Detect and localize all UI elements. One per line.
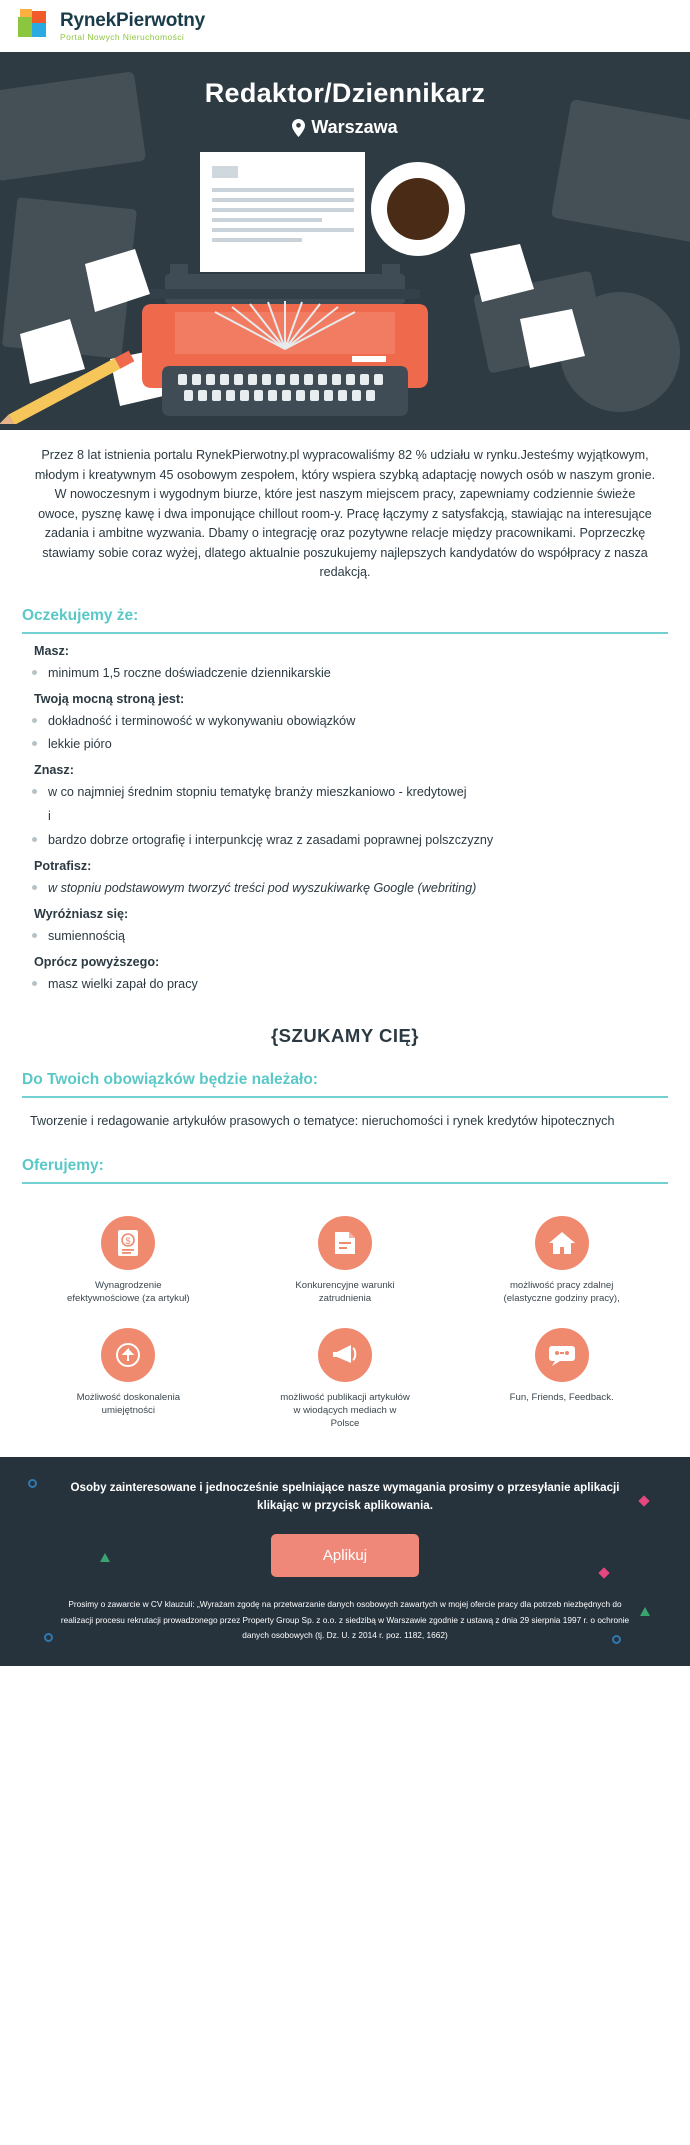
list-item: minimum 1,5 roczne doświadczenie dziennikarskie <box>30 664 664 683</box>
megaphone-icon <box>318 1328 372 1382</box>
shout-banner: {SZUKAMY CIĘ} <box>270 1024 419 1046</box>
footer-fine-print: Prosimy o zawarcie w CV klauzuli: „Wyrażam zgodę na przetwarzanie danych osobowych zawartych w mojej ofercie pracy dla potrzeb niezbędnych do realizacji procesu rekrutacji prowadzonego przez Property Group Sp. z o.o. z siedzibą w Warszawie zgodnie z ustawą z dnia 29 sierpnia 1997 r. o ochronie danych osobowych (tj. Dz. U. z 2014 r. poz. 1182, 1662) <box>60 1598 630 1641</box>
list-item: w stopniu podstawowym tworzyć treści pod wyszukiwarkę Google (webriting) <box>30 879 664 898</box>
offer-item <box>20 1328 237 1431</box>
offer-item <box>20 1216 237 1306</box>
offer-item <box>453 1328 670 1431</box>
expectations-heading: Oczekujemy że: <box>22 606 139 624</box>
brand-tagline: Portal Nowych Nieruchomości <box>60 31 185 42</box>
list-item: dokładność i terminowość w wykonywaniu obowiązków <box>30 712 664 731</box>
group-label: Masz: <box>34 643 69 658</box>
list-item: sumiennością <box>30 927 664 946</box>
offer-label: Wynagrodzenie efektywnościowe (za artykuł) <box>67 1280 190 1305</box>
duties-text: Tworzenie i redagowanie artykułów prasowych o tematyce: nieruchomości i rynek kredytów hipotecznych <box>30 1113 615 1128</box>
offer-heading: Oferujemy: <box>22 1157 104 1175</box>
page-title: Redaktor/Dziennikarz <box>204 78 486 108</box>
expectations-list <box>0 644 690 1003</box>
offer-item <box>453 1216 670 1306</box>
list-item: lekkie pióro <box>30 735 664 754</box>
divider-offer <box>22 1182 668 1184</box>
list-item: masz wielki zapał do pracy <box>30 975 664 994</box>
home-icon <box>535 1216 589 1270</box>
logo-cube-icon <box>18 9 52 43</box>
list-item: i <box>48 809 51 824</box>
footer-apply-section <box>0 1457 690 1666</box>
group-label: Potrafisz: <box>34 858 92 873</box>
group-label: Wyróżniasz się: <box>34 906 129 921</box>
location-row <box>0 117 690 138</box>
hero-banner <box>0 52 690 430</box>
map-pin-icon <box>292 119 305 137</box>
divider-duties <box>22 1096 668 1098</box>
duties-heading: Do Twoich obowiązków będzie należało: <box>22 1070 318 1088</box>
contract-icon <box>318 1216 372 1270</box>
growth-arrow-icon <box>101 1328 155 1382</box>
group-label: Oprócz powyższego: <box>34 954 160 969</box>
offer-item <box>237 1328 454 1431</box>
list-item: bardzo dobrze ortografię i interpunkcję wraz z zasadami poprawnej polszczyzny <box>30 831 664 850</box>
svg-text:$: $ <box>125 1236 131 1247</box>
list-item: w co najmniej średnim stopniu tematykę branży mieszkaniowo - kredytowej <box>30 783 664 802</box>
brand-header <box>0 0 690 52</box>
offer-label: Fun, Friends, Feedback. <box>509 1392 614 1404</box>
apply-button[interactable]: Aplikuj <box>271 1534 419 1577</box>
offer-label: Możliwość doskonalenia umiejętności <box>76 1392 181 1416</box>
typewriter-illustration <box>0 144 690 424</box>
footer-lead-text: Osoby zainteresowane i jednocześnie spelniające nasze wymagania prosimy o przesyłanie aplikacji klikając w przycisk aplikowania. <box>70 1480 620 1513</box>
brand-name: RynekPierwotny <box>60 9 206 31</box>
feedback-chat-icon <box>535 1328 589 1382</box>
money-document-icon <box>101 1216 155 1270</box>
group-label: Znasz: <box>34 763 74 778</box>
offer-label: Konkurencyjne warunki zatrudnienia <box>295 1280 395 1305</box>
offer-label: możliwość pracy zdalnej (elastyczne godziny pracy), <box>503 1280 620 1305</box>
apply-button-wrap <box>60 1534 630 1577</box>
offer-item <box>237 1216 454 1306</box>
offer-grid <box>0 1194 690 1457</box>
group-label: Twoją mocną stroną jest: <box>34 691 185 706</box>
offer-label: możliwość publikacji artykułów w wiodących mediach w Polsce <box>280 1392 410 1429</box>
intro-paragraph: Przez 8 lat istnienia portalu RynekPierwotny.pl wypracowaliśmy 82 % udziału w rynku.Jesteśmy wyjątkowym, młodym i kreatywnym 45 osobowym zespołem, który wspiera szybką adaptację nowych osób w naszym gronie. W nowoczesnym i wygodnym biurze, które jest naszym miejscem pracy, zapewniamy codziennie świeże owoce, pysznę kawę i dwa imponujące chillout room-y. Pracę łączymy z satysfakcją, stawiając na interesujące zadania i ambitne wyzwania. Dbamy o integrację oraz pozytywne relacje między pracownikami. Poprzeczkę stawiamy sobie coraz wyżej, dlatego aktualnie poszukujemy najlepszych kandydatów do współpracy z nasza redakcją. <box>34 448 656 580</box>
divider-expectations <box>22 632 668 634</box>
location-label: Warszawa <box>311 117 398 137</box>
